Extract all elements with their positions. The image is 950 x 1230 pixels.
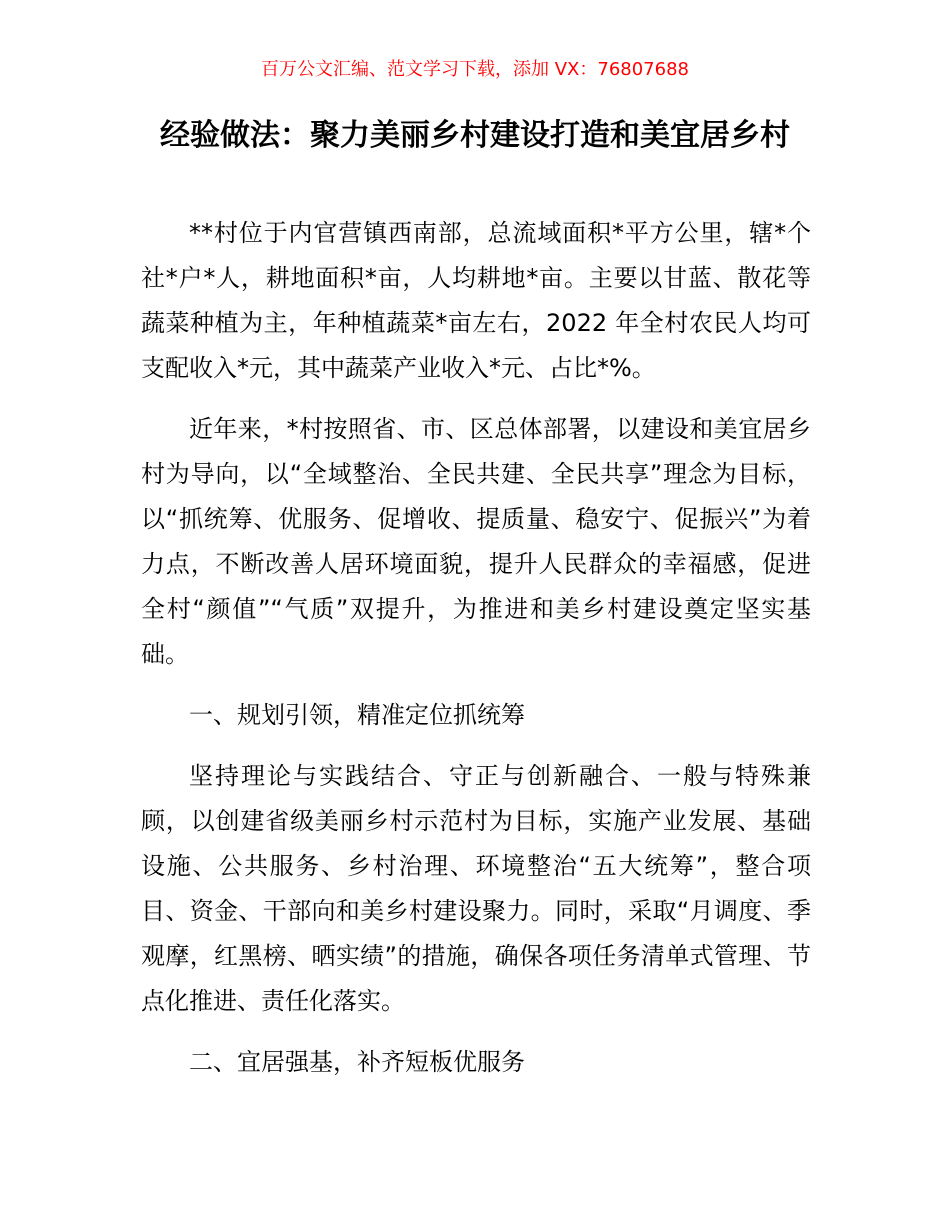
paragraph-section-1: 坚持理论与实践结合、守正与创新融合、一般与特殊兼顾，以创建省级美丽乡村示范村为目标，实施产业发展、基础设施、公共服务、乡村治理、环境整治“五大统筹”，整合项目、资金、干部向和美乡村建设聚力。同时，采取“月调度、季观摩，红黑榜、晒实绩”的措施，确保各项任务清单式管理、节点化推进、责任化落实。 <box>141 762 811 1015</box>
section-heading-1: 一、规划引领，精准定位抓统筹 <box>189 701 525 729</box>
header-watermark-note: 百万公文汇编、范文学习下载，添加 VX：76807688 <box>261 59 689 80</box>
document-title: 经验做法：聚力美丽乡村建设打造和美宜居乡村 <box>160 118 790 153</box>
section-heading-2: 二、宜居强基，补齐短板优服务 <box>189 1048 525 1076</box>
document-body <box>141 211 811 1101</box>
paragraph-intro: **村位于内官营镇西南部，总流域面积*平方公里，辖*个社*户*人，耕地面积*亩，人均耕地*亩。主要以甘蓝、散花等蔬菜种植为主，年种植蔬菜*亩左右，2022 年全村农民人均可支配收入*元，其中蔬菜产业收入*元、占比*%。 <box>141 219 811 382</box>
paragraph-overview: 近年来，*村按照省、市、区总体部署，以建设和美宜居乡村为导向，以“全域整治、全民共建、全民共享”理念为目标，以“抓统筹、优服务、促增收、提质量、稳安宁、促振兴”为着力点，不断改善人居环境面貌，提升人民群众的幸福感，促进全村“颜值”“气质”双提升，为推进和美乡村建设奠定坚实基础。 <box>141 415 811 668</box>
